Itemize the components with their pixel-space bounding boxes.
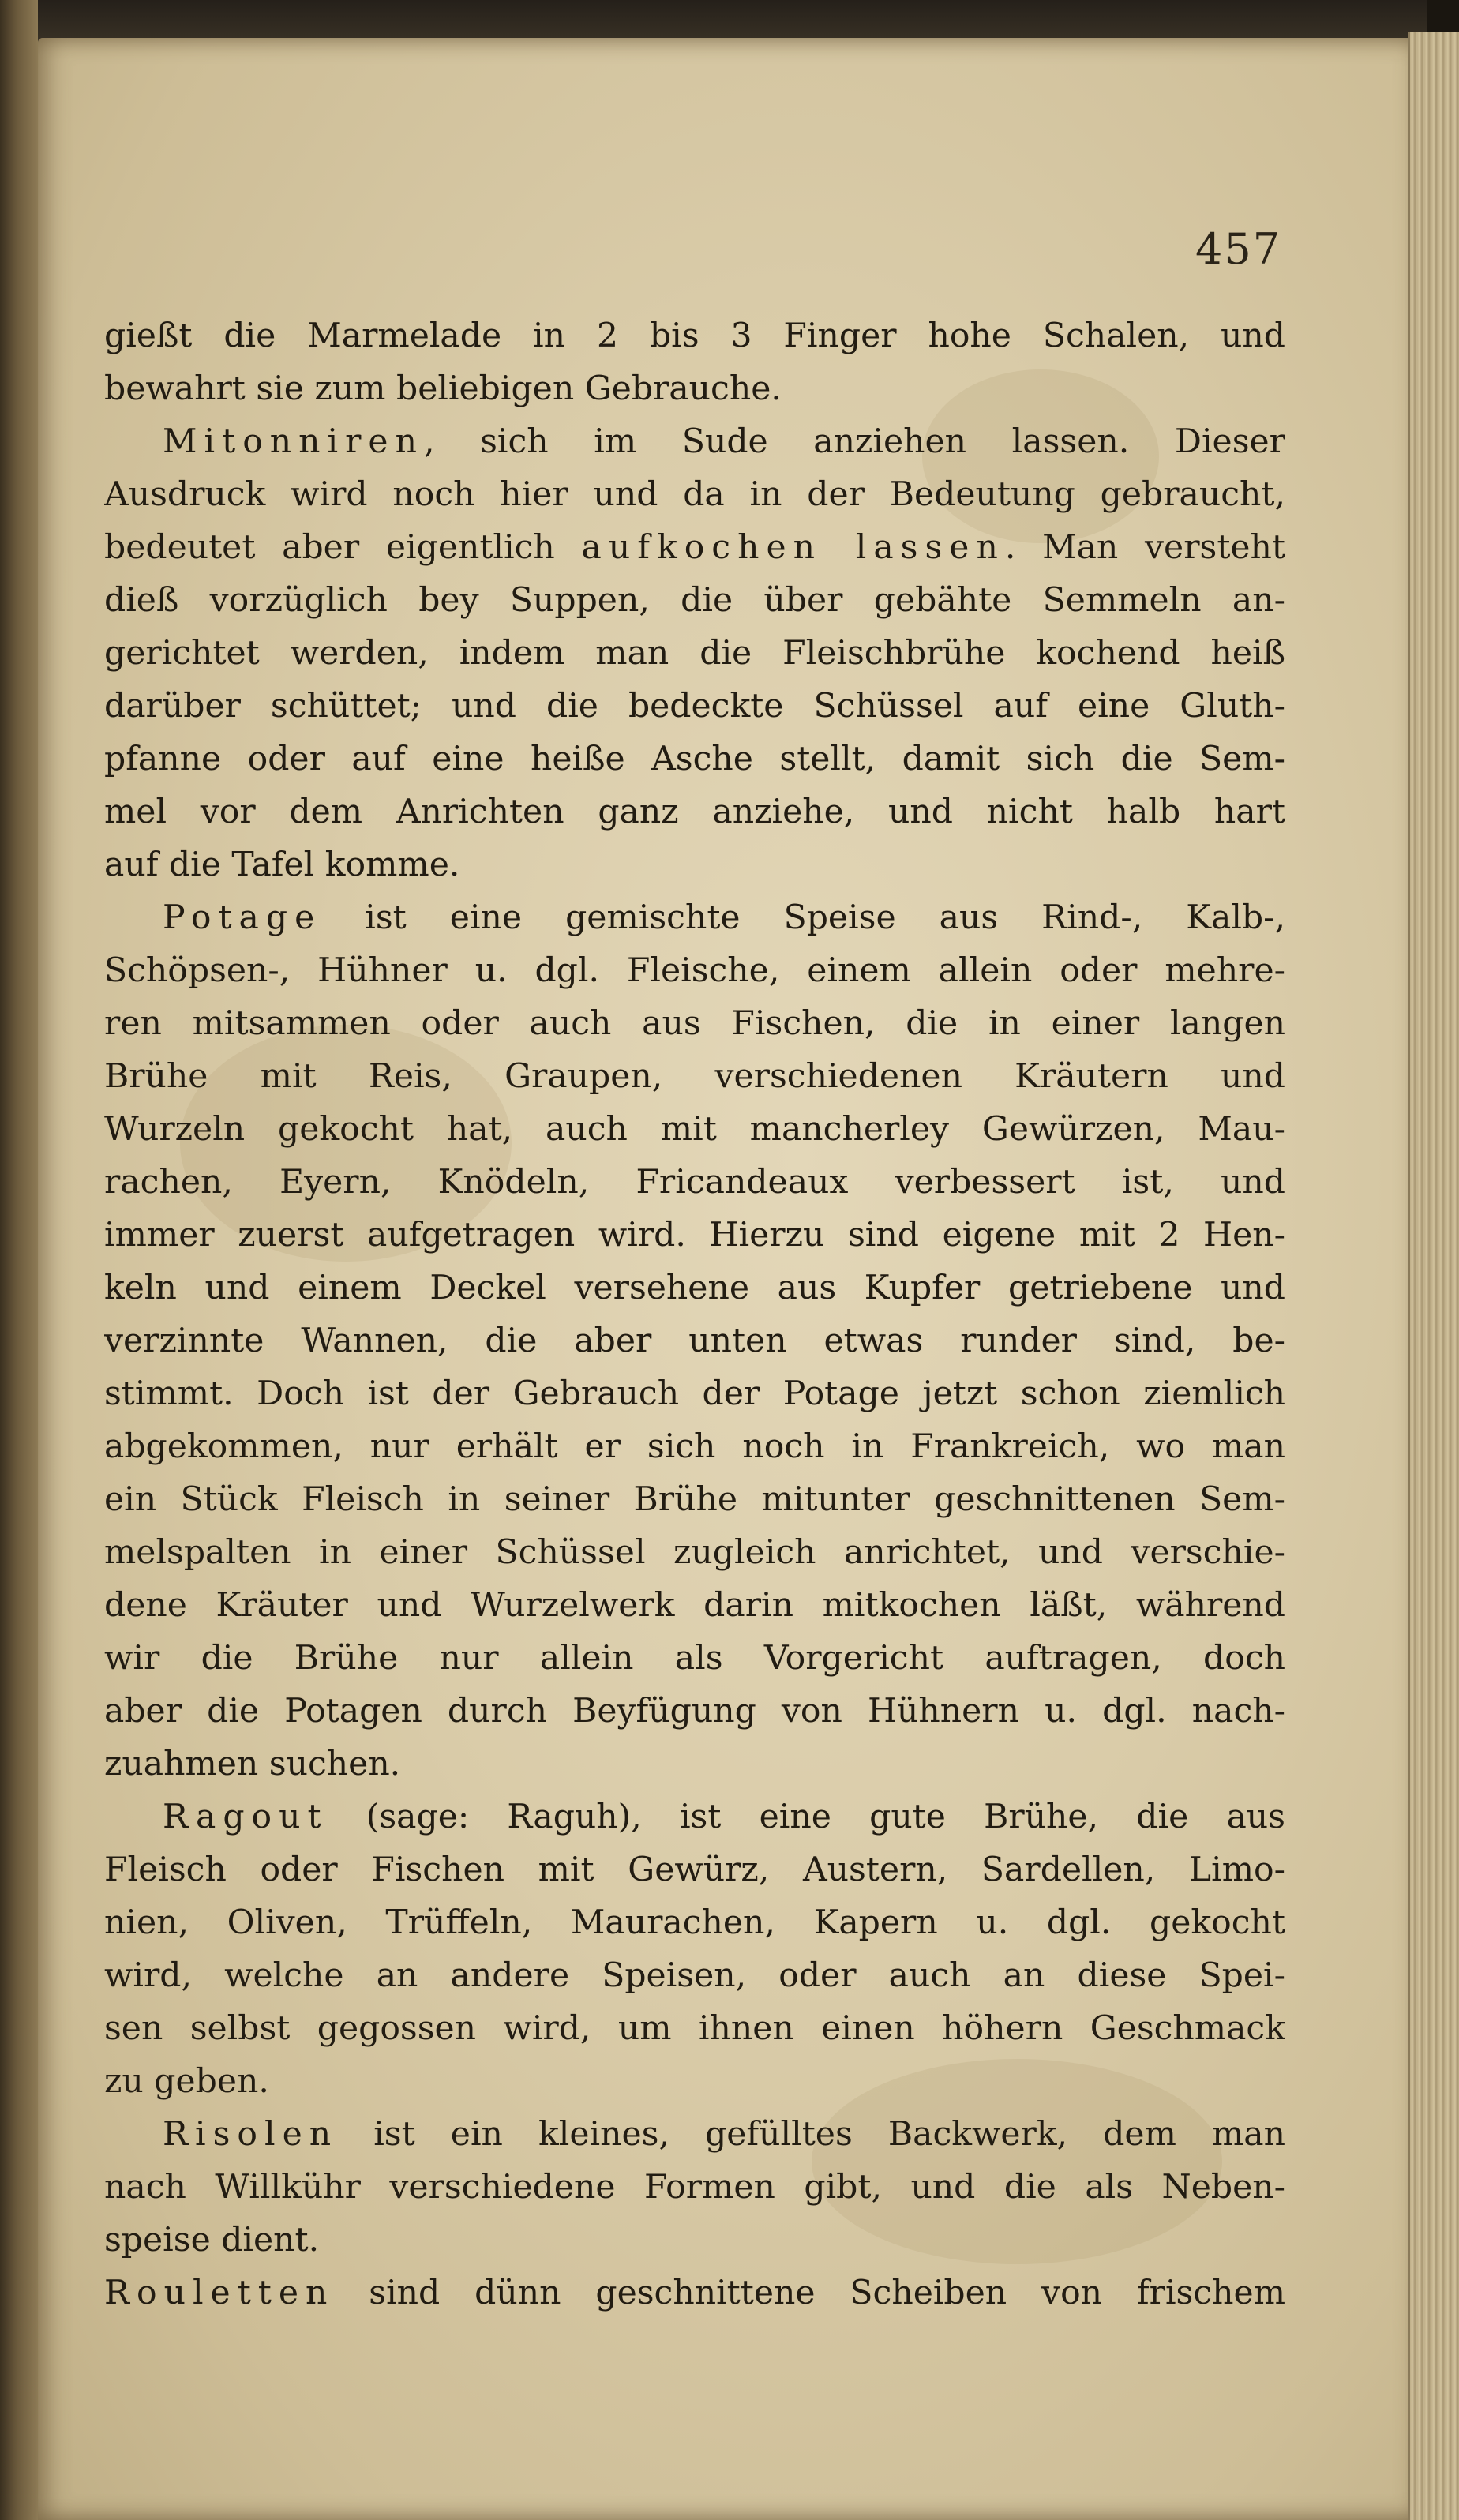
text-line — [104, 2055, 1285, 2108]
text-segment: zu geben. — [104, 2062, 269, 2101]
text-segment: stimmt. Doch ist der Gebrauch der Potage jetzt schon ziemlich — [104, 1374, 1285, 1413]
text-line — [104, 1367, 1285, 1420]
text-segment: zuahmen suchen. — [104, 1745, 401, 1783]
text-line — [104, 1209, 1285, 1262]
text-line — [104, 1420, 1285, 1473]
text-line — [104, 680, 1285, 733]
text-line — [104, 627, 1285, 680]
text-segment: ist eine gemischte Speise aus Rind-, Kalb-, — [321, 898, 1285, 937]
text-segment: . Man versteht — [1004, 528, 1285, 567]
text-line — [104, 1579, 1285, 1632]
page-number: 457 — [1195, 224, 1282, 274]
text-segment: , sich im Sude anziehen lassen. Dieser — [423, 422, 1285, 461]
text-segment: sen selbst gegossen wird, um ihnen einen höhern Geschmack — [104, 2009, 1285, 2048]
text-segment: melspalten in einer Schüssel zugleich anrichtet, und verschie- — [104, 1533, 1285, 1572]
text-segment: Schöpsen-, Hühner u. dgl. Fleische, einem allein oder mehre- — [104, 951, 1285, 990]
text-segment: rachen, Eyern, Knödeln, Fricandeaux verbessert ist, und — [104, 1163, 1285, 1202]
text-segment: immer zuerst aufgetragen wird. Hierzu sind eigene mit 2 Hen- — [104, 1216, 1285, 1254]
entry-headword: aufkochen lassen — [581, 528, 1005, 567]
text-line — [104, 2002, 1285, 2055]
text-line — [104, 1314, 1285, 1367]
text-segment: dieß vorzüglich bey Suppen, die über gebähte Semmeln an- — [104, 581, 1285, 620]
text-line — [104, 1685, 1285, 1738]
book-spine — [0, 0, 38, 2520]
text-line — [104, 1896, 1285, 1949]
text-line — [104, 574, 1285, 627]
text-line — [104, 309, 1285, 362]
text-line — [104, 468, 1285, 521]
text-line — [104, 1050, 1285, 1103]
entry-headword: Mitonniren — [163, 422, 424, 461]
text-line — [104, 362, 1285, 415]
text-segment: gießt die Marmelade in 2 bis 3 Finger hohe Schalen, und — [104, 317, 1285, 355]
text-segment: pfanne oder auf eine heiße Asche stellt, damit sich die Sem- — [104, 740, 1285, 778]
text-segment: bedeutet aber eigentlich — [104, 528, 582, 567]
text-line — [104, 786, 1285, 838]
entry-headword: Rouletten — [104, 2274, 335, 2312]
text-segment: ein Stück Fleisch in seiner Brühe mitunter geschnittenen Sem- — [104, 1480, 1285, 1519]
text-segment: auf die Tafel komme. — [104, 846, 460, 884]
text-line — [104, 1156, 1285, 1209]
body-text — [104, 309, 1285, 2319]
text-line — [104, 838, 1285, 891]
text-segment: mel vor dem Anrichten ganz anziehe, und nicht halb hart — [104, 793, 1285, 831]
text-line — [104, 1526, 1285, 1579]
text-segment: Fleisch oder Fischen mit Gewürz, Austern, Sardellen, Limo- — [104, 1851, 1285, 1889]
text-segment: abgekommen, nur erhält er sich noch in Frankreich, wo man — [104, 1427, 1285, 1466]
text-segment: Ausdruck wird noch hier und da in der Bedeutung gebraucht, — [104, 475, 1285, 514]
text-line — [104, 1843, 1285, 1896]
text-segment: (sage: Raguh), ist eine gute Brühe, die aus — [328, 1798, 1285, 1836]
text-segment: keln und einem Deckel versehene aus Kupfer getriebene und — [104, 1269, 1285, 1307]
entry-headword: Potage — [163, 898, 322, 937]
text-line — [104, 1632, 1285, 1685]
text-segment: dene Kräuter und Wurzelwerk darin mitkochen läßt, während — [104, 1586, 1285, 1625]
text-segment: aber die Potagen durch Beyfügung von Hühnern u. dgl. nach- — [104, 1692, 1285, 1731]
text-line — [104, 1262, 1285, 1314]
text-segment: nach Willkühr verschiedene Formen gibt, und die als Neben- — [104, 2168, 1285, 2207]
text-line — [104, 891, 1285, 944]
text-line — [104, 521, 1285, 574]
page-fore-edge — [1408, 32, 1459, 2520]
entry-headword: Ragout — [163, 1798, 328, 1836]
text-line — [104, 2214, 1285, 2267]
entry-headword: Risolen — [163, 2115, 339, 2154]
text-segment: verzinnte Wannen, die aber unten etwas runder sind, be- — [104, 1322, 1285, 1360]
text-line — [104, 944, 1285, 997]
text-segment: sind dünn geschnittene Scheiben von frischem — [334, 2274, 1285, 2312]
text-segment: bewahrt sie zum beliebigen Gebrauche. — [104, 369, 782, 408]
text-segment: speise dient. — [104, 2221, 320, 2259]
text-line — [104, 1103, 1285, 1156]
text-line — [104, 1791, 1285, 1843]
text-line — [104, 2267, 1285, 2319]
book-page — [38, 38, 1421, 2520]
text-segment: wir die Brühe nur allein als Vorgericht auftragen, doch — [104, 1639, 1285, 1678]
text-line — [104, 415, 1285, 468]
text-segment: nien, Oliven, Trüffeln, Maurachen, Kapern u. dgl. gekocht — [104, 1903, 1285, 1942]
text-line — [104, 733, 1285, 786]
text-segment: wird, welche an andere Speisen, oder auch an diese Spei- — [104, 1956, 1285, 1995]
text-segment: ren mitsammen oder auch aus Fischen, die in einer langen — [104, 1004, 1285, 1043]
text-segment: darüber schüttet; und die bedeckte Schüssel auf eine Gluth- — [104, 687, 1285, 726]
text-segment: Wurzeln gekocht hat, auch mit mancherley Gewürzen, Mau- — [104, 1110, 1285, 1149]
text-line — [104, 997, 1285, 1050]
text-line — [104, 2108, 1285, 2161]
text-segment: Brühe mit Reis, Graupen, verschiedenen Kräutern und — [104, 1057, 1285, 1096]
text-line — [104, 1949, 1285, 2002]
text-line — [104, 1738, 1285, 1791]
text-line — [104, 1473, 1285, 1526]
text-segment: ist ein kleines, gefülltes Backwerk, dem man — [338, 2115, 1285, 2154]
text-line — [104, 2161, 1285, 2214]
text-segment: gerichtet werden, indem man die Fleischbrühe kochend heiß — [104, 634, 1285, 673]
